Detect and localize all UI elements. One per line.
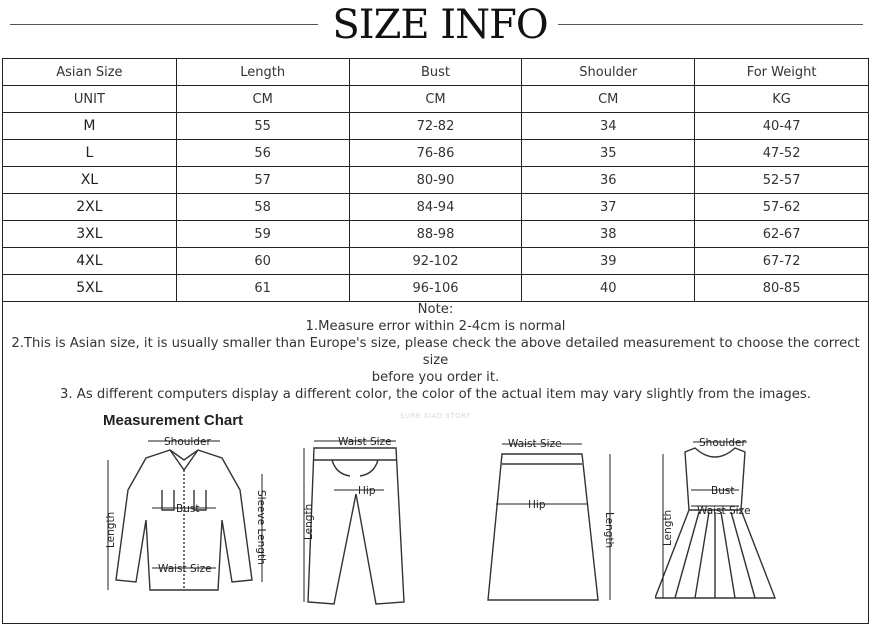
- shirt-length-label: Length: [105, 511, 117, 548]
- table-cell: 57-62: [695, 194, 869, 221]
- table-row: [3, 221, 869, 248]
- table-cell: 52-57: [695, 167, 869, 194]
- table-cell: 58: [176, 194, 349, 221]
- table-cell: 61: [176, 275, 349, 302]
- pants-illustration: [308, 448, 404, 604]
- table-cell: 39: [522, 248, 695, 275]
- table-cell: 62-67: [695, 221, 869, 248]
- table-cell: 55: [176, 113, 349, 140]
- shirt-shoulder-label: Shoulder: [164, 436, 211, 448]
- table-cell: CM: [176, 86, 349, 113]
- table-cell: 4XL: [3, 248, 177, 275]
- table-cell: 59: [176, 221, 349, 248]
- table-cell: KG: [695, 86, 869, 113]
- table-header-row: [3, 59, 869, 86]
- table-row: [3, 140, 869, 167]
- table-cell: CM: [349, 86, 522, 113]
- table-cell: 57: [176, 167, 349, 194]
- table-cell: 34: [522, 113, 695, 140]
- skirt-illustration: [488, 454, 598, 600]
- table-cell: 3XL: [3, 221, 177, 248]
- note-line-1: 1.Measure error within 2-4cm is normal: [305, 319, 566, 334]
- table-cell: CM: [522, 86, 695, 113]
- pants-hip-label: Hip: [358, 485, 376, 497]
- notes-block: [2, 301, 869, 403]
- dress-shoulder-label: Shoulder: [699, 437, 746, 449]
- table-cell: XL: [3, 167, 177, 194]
- table-cell: UNIT: [3, 86, 177, 113]
- table-row: [3, 248, 869, 275]
- table-cell: Asian Size: [3, 59, 177, 86]
- shirt-bust-label: Bust: [176, 503, 200, 515]
- table-cell: 96-106: [349, 275, 522, 302]
- table-cell: 47-52: [695, 140, 869, 167]
- watermark: SURE XIAO STORY: [400, 412, 471, 420]
- note-line-3: 3. As different computers display a different color, the color of the actual item may vary slightly from the images.: [60, 387, 811, 402]
- title-divider-right: [558, 24, 863, 25]
- shirt-sleeve-label: Sleeve Length: [255, 490, 267, 565]
- skirt-waist-label: Waist Size: [508, 438, 562, 450]
- table-row: [3, 167, 869, 194]
- table-cell: 40: [522, 275, 695, 302]
- dress-length-label: Length: [662, 509, 674, 546]
- measurement-chart-title: Measurement Chart: [103, 412, 244, 429]
- dress-waist-label: Waist Size: [697, 505, 751, 517]
- dress-bust-label: Bust: [711, 485, 735, 497]
- pants-waist-label: Waist Size: [338, 436, 392, 448]
- table-cell: M: [3, 113, 177, 140]
- table-row: [3, 275, 869, 302]
- table-cell: Bust: [349, 59, 522, 86]
- size-table: [2, 58, 869, 302]
- pants-length-label: Length: [303, 503, 315, 540]
- table-cell: 37: [522, 194, 695, 221]
- table-cell: 84-94: [349, 194, 522, 221]
- skirt-diagram: [482, 430, 622, 610]
- table-row: [3, 113, 869, 140]
- table-cell: 56: [176, 140, 349, 167]
- table-cell: For Weight: [695, 59, 869, 86]
- shirt-diagram: [100, 430, 275, 600]
- notes-heading: Note:: [417, 302, 454, 317]
- page-title: SIZE INFO: [332, 2, 548, 48]
- table-cell: 92-102: [349, 248, 522, 275]
- table-cell: 67-72: [695, 248, 869, 275]
- table-cell: L: [3, 140, 177, 167]
- table-unit-row: [3, 86, 869, 113]
- dress-diagram: [655, 430, 785, 610]
- shirt-waist-label: Waist Size: [158, 563, 212, 575]
- table-cell: 5XL: [3, 275, 177, 302]
- table-cell: 88-98: [349, 221, 522, 248]
- table-cell: Length: [176, 59, 349, 86]
- pants-diagram: [300, 430, 410, 610]
- table-cell: 2XL: [3, 194, 177, 221]
- title-divider-left: [10, 24, 318, 25]
- table-cell: 76-86: [349, 140, 522, 167]
- table-cell: 38: [522, 221, 695, 248]
- table-row: [3, 194, 869, 221]
- table-cell: 60: [176, 248, 349, 275]
- table-cell: 80-85: [695, 275, 869, 302]
- table-cell: 80-90: [349, 167, 522, 194]
- skirt-length-label: Length: [603, 512, 615, 549]
- note-line-2b: before you order it.: [371, 370, 500, 385]
- table-cell: 40-47: [695, 113, 869, 140]
- note-line-2a: 2.This is Asian size, it is usually smaller than Europe's size, please check the above detailed measurement to choose the correct size: [11, 336, 860, 368]
- skirt-hip-label: Hip: [528, 499, 546, 511]
- table-cell: 35: [522, 140, 695, 167]
- title-bar: [0, 0, 873, 52]
- table-cell: 72-82: [349, 113, 522, 140]
- table-cell: 36: [522, 167, 695, 194]
- table-cell: Shoulder: [522, 59, 695, 86]
